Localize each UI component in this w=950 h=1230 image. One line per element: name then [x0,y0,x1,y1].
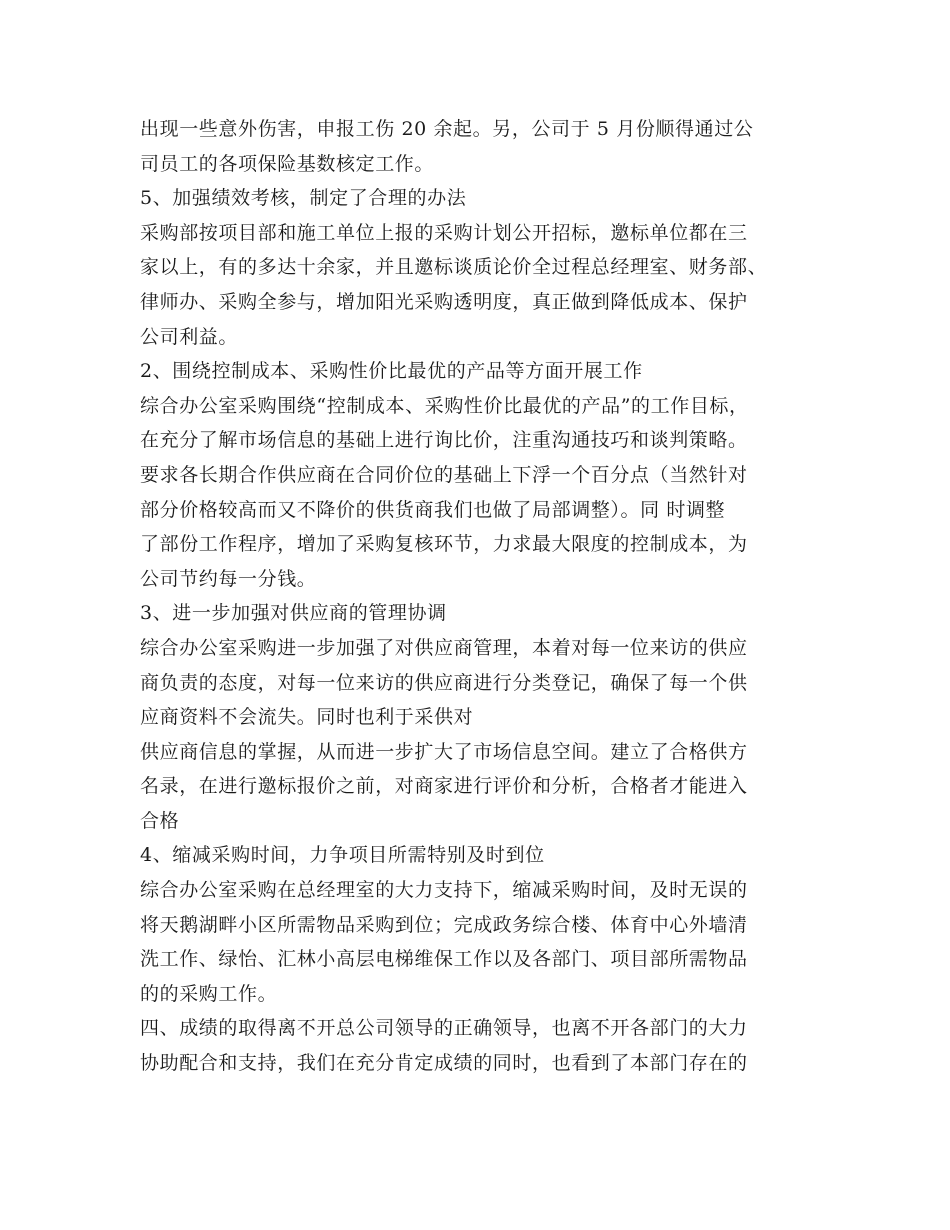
section-heading: 2、围绕控制成本、采购性价比最优的产品等方面开展工作 [140,360,643,383]
section-heading: 5、加强绩效考核，制定了合理的办法 [140,187,467,210]
text-line: 司员工的各项保险基数核定工作。 [140,152,435,175]
text-line: 商负责的态度，对每一位来访的供应商进行分类登记，确保了每一个供 [140,671,748,694]
text-line: 应商资料不会流失。同时也利于采供对 [140,706,474,729]
section-heading: 3、进一步加强对供应商的管理协调 [140,602,447,625]
text-line: 公司利益。 [140,325,239,348]
section-heading: 四、成绩的取得离不开总公司领导的正确领导，也离不开各部门的大力 [140,1017,748,1040]
text-line: 律师办、采购全参与，增加阳光采购透明度，真正做到降低成本、保护 [140,290,748,313]
text-line: 要求各长期合作供应商在合同价位的基础上下浮一个百分点（当然针对 [140,463,748,486]
text-line: 部分价格较高而又不降价的供货商我们也做了局部调整）。同 时调整 [140,498,726,521]
text-line: 在充分了解市场信息的基础上进行询比价，注重沟通技巧和谈判策略。 [140,429,748,452]
text-line: 采购部按项目部和施工单位上报的采购计划公开招标，邀标单位都在三 [140,221,748,244]
text-line: 综合办公室采购进一步加强了对供应商管理，本着对每一位来访的供应 [140,636,748,659]
text-line: 的的采购工作。 [140,982,278,1005]
section-heading: 4、缩减采购时间，力争项目所需特别及时到位 [140,844,545,867]
text-line: 洗工作、绿怡、汇林小高层电梯维保工作以及各部门、项目部所需物品 [140,948,748,971]
text-line: 综合办公室采购围绕“控制成本、采购性价比最优的产品”的工作目标， [140,394,749,417]
text-line: 名录，在进行邀标报价之前，对商家进行评价和分析，合格者才能进入 [140,775,748,798]
text-line: 了部份工作程序，增加了采购复核环节，力求最大限度的控制成本，为 [140,533,748,556]
document-body [140,112,830,1081]
text-line: 综合办公室采购在总经理室的大力支持下，缩减采购时间，及时无误的 [140,879,748,902]
text-line: 供应商信息的掌握，从而进一步扩大了市场信息空间。建立了合格供方 [140,740,748,763]
text-line: 出现一些意外伤害，申报工伤 20 余起。另，公司于 5 月份顺得通过公 [140,118,754,140]
text-line: 将天鹅湖畔小区所需物品采购到位；完成政务综合楼、体育中心外墙清 [140,913,748,936]
text-line: 家以上，有的多达十余家，并且邀标谈质论价全过程总经理室、财务部、 [140,256,768,279]
text-line: 协助配合和支持，我们在充分肯定成绩的同时，也看到了本部门存在的 [140,1052,748,1075]
text-line: 合格 [140,809,180,832]
text-line: 公司节约每一分钱。 [140,567,317,590]
